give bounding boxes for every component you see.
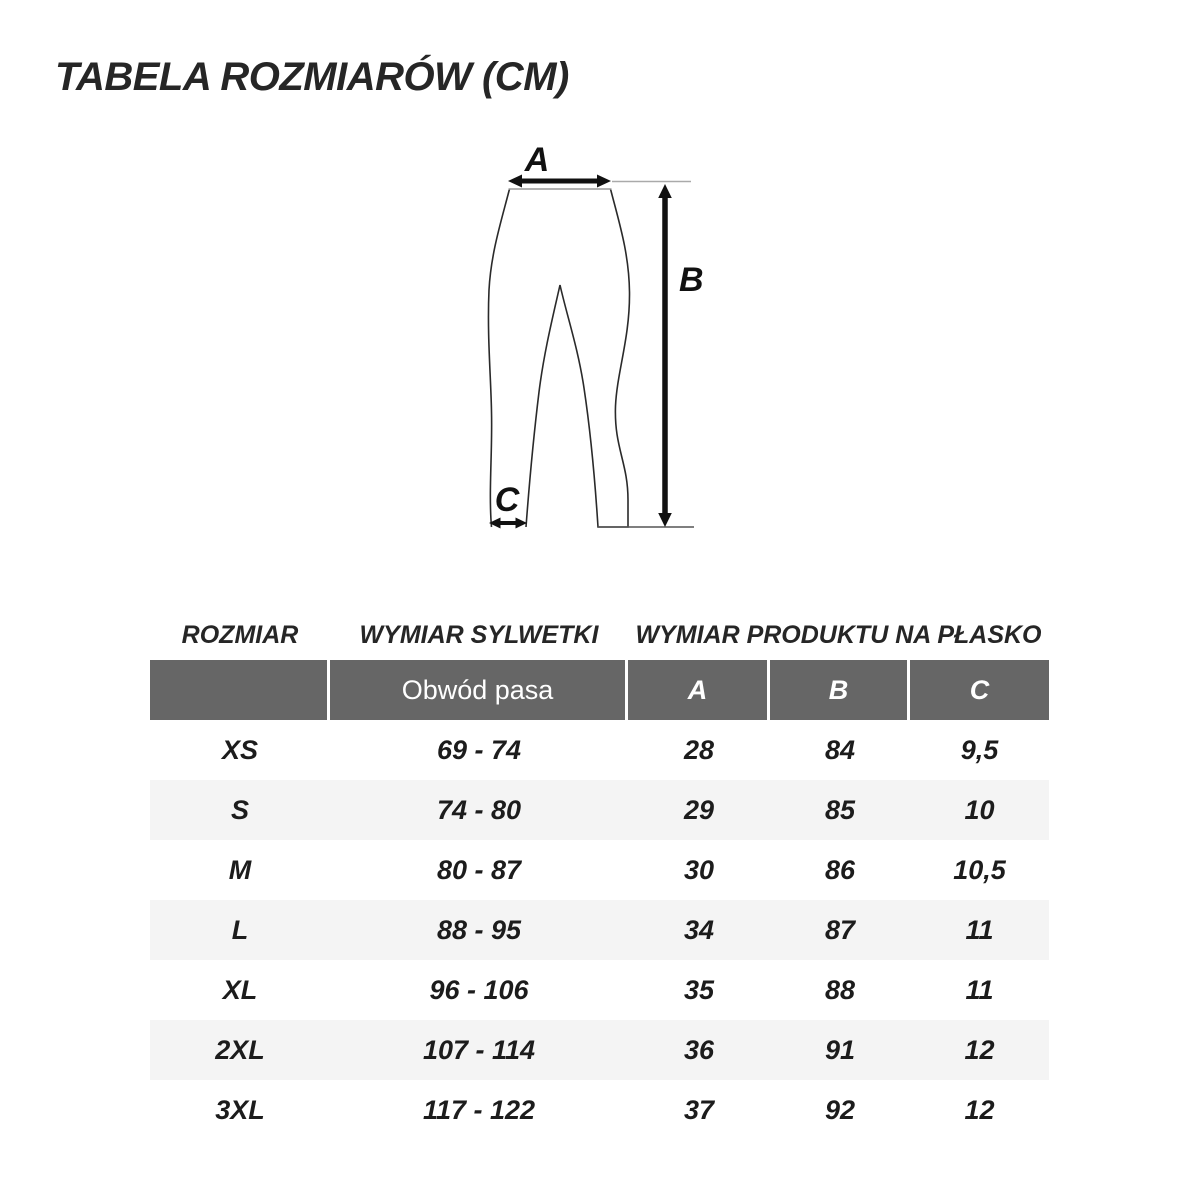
cell-size: XS — [221, 734, 259, 765]
header-cell-a: A — [628, 660, 770, 720]
diagram-label-c: C — [494, 481, 520, 519]
cell-c: 12 — [964, 1094, 995, 1125]
cell-a: 28 — [683, 734, 715, 765]
cell-b: 84 — [824, 734, 856, 765]
header-cell-b: B — [770, 660, 910, 720]
cell-waist: 107 - 114 — [422, 1034, 536, 1065]
group-header-wymiar-produktu: WYMIAR PRODUKTU NA PŁASKO — [635, 620, 1042, 649]
cell-size: M — [228, 854, 252, 885]
cell-c: 9,5 — [960, 734, 999, 765]
cell-c: 11 — [965, 974, 994, 1005]
cell-b: 88 — [824, 974, 856, 1005]
header-cell-size — [150, 660, 330, 720]
cell-b: 87 — [824, 914, 856, 945]
table-row-xs — [150, 720, 1049, 780]
cell-waist: 74 - 80 — [436, 794, 522, 825]
cell-waist: 96 - 106 — [429, 974, 529, 1005]
cell-a: 30 — [683, 854, 715, 885]
cell-a: 29 — [683, 794, 715, 825]
cell-b: 92 — [824, 1094, 856, 1125]
pants-outline-icon — [488, 189, 629, 527]
cell-c: 11 — [965, 914, 994, 945]
size-table — [150, 610, 1049, 1140]
cell-b: 91 — [824, 1034, 856, 1065]
table-row-s — [150, 780, 1049, 840]
cell-waist: 88 - 95 — [436, 914, 522, 945]
cell-c: 12 — [964, 1034, 995, 1065]
group-header-wymiar-sylwetki: WYMIAR SYLWETKI — [359, 620, 599, 649]
cell-waist: 117 - 122 — [422, 1094, 536, 1125]
cell-size: S — [230, 794, 249, 825]
cell-c: 10,5 — [953, 854, 1006, 885]
header-cell-c: C — [910, 660, 1049, 720]
measure-arrow-c — [489, 518, 527, 529]
cell-size: XL — [222, 974, 258, 1005]
table-row-m — [150, 840, 1049, 900]
cell-size: 3XL — [215, 1094, 265, 1125]
table-body — [150, 720, 1049, 1140]
cell-waist: 80 - 87 — [436, 854, 522, 885]
table-header-row — [150, 660, 1049, 720]
measure-arrow-a — [508, 175, 611, 188]
page-title: TABELA ROZMIARÓW (CM) — [55, 55, 569, 99]
cell-a: 35 — [683, 974, 715, 1005]
cell-c: 10 — [964, 794, 995, 825]
cell-b: 85 — [824, 794, 856, 825]
cell-a: 36 — [683, 1034, 715, 1065]
diagram-label-a: A — [524, 141, 550, 179]
table-row-l — [150, 900, 1049, 960]
table-row-xl — [150, 960, 1049, 1020]
group-header-rozmiar: ROZMIAR — [181, 620, 299, 649]
header-cell-waist: Obwód pasa — [330, 660, 628, 720]
diagram-label-b: B — [679, 261, 704, 299]
table-row-3xl — [150, 1080, 1049, 1140]
measure-arrow-b — [658, 184, 672, 527]
table-row-2xl — [150, 1020, 1049, 1080]
cell-a: 34 — [683, 914, 715, 945]
cell-size: L — [231, 914, 249, 945]
cell-waist: 69 - 74 — [436, 734, 522, 765]
table-group-header-row — [150, 610, 1049, 660]
cell-b: 86 — [824, 854, 856, 885]
cell-size: 2XL — [215, 1034, 265, 1065]
cell-a: 37 — [683, 1094, 715, 1125]
pants-diagram — [430, 130, 760, 570]
